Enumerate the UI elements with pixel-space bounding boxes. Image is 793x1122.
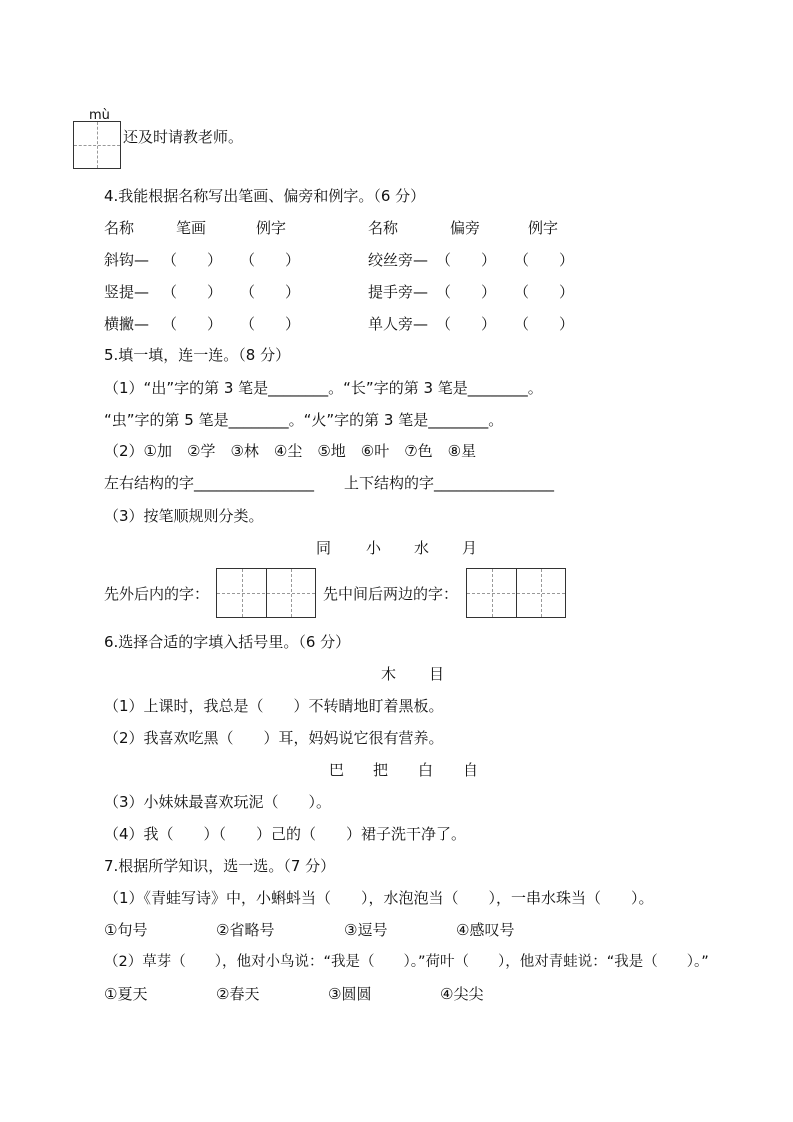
q4-row-name: 提手旁—: [368, 283, 429, 301]
q4-row-name: 横撇—: [104, 315, 150, 333]
q5-char: 小: [366, 539, 382, 557]
q4-blank[interactable]: （ ）: [514, 283, 575, 301]
q7-title: 7.根据所学知识，选一选。（7 分）: [104, 857, 336, 875]
answer-grid-outer-inner[interactable]: [216, 568, 316, 618]
q5-outer-inner-label: 先外后内的字：: [104, 585, 210, 603]
q5-line5: （3）按笔顺规则分类。: [104, 507, 264, 525]
q5-char: 水: [414, 539, 430, 557]
q4-blank[interactable]: （ ）: [514, 251, 575, 269]
pinyin-label: mù: [89, 108, 110, 123]
q4-blank[interactable]: （ ）: [162, 315, 223, 333]
q5-line2[interactable]: “虫”字的第 5 笔是________。“火”字的第 3 笔是________。: [104, 411, 504, 429]
q5-left-right-structure[interactable]: 左右结构的字________________: [104, 474, 315, 492]
q5-char: 月: [462, 539, 478, 557]
q4-title: 4.我能根据名称写出笔画、偏旁和例字。（6 分）: [104, 187, 426, 205]
q7-option: ③圆圆: [328, 985, 372, 1003]
answer-grid-middle-sides[interactable]: [466, 568, 566, 618]
q6-option-char: 木: [381, 665, 397, 683]
q5-middle-sides-label: 先中间后两边的字：: [323, 585, 459, 603]
q4-row-name: 斜钩—: [104, 251, 150, 269]
q4-blank[interactable]: （ ）: [240, 251, 301, 269]
q6-option-char: 自: [463, 761, 479, 779]
q7-sentence-1[interactable]: （1）《青蛙写诗》中，小蝌蚪当（ ），水泡泡当（ ），一串水珠当（ ）。: [104, 889, 654, 907]
q7-option: ②省略号: [216, 921, 275, 939]
q4-header-radical: 偏旁: [450, 219, 481, 237]
q4-blank[interactable]: （ ）: [436, 251, 497, 269]
intro-text: 还及时请教老师。: [123, 128, 244, 146]
q4-header-name-left: 名称: [104, 219, 135, 237]
q6-option-char: 巴: [329, 761, 345, 779]
q4-row-name: 单人旁—: [368, 315, 429, 333]
q4-row-name: 竖提—: [104, 283, 150, 301]
q4-blank[interactable]: （ ）: [240, 283, 301, 301]
q6-sentence-4[interactable]: （4）我（ ）（ ）己的（ ）裙子洗干净了。: [104, 825, 467, 843]
q4-header-name-right: 名称: [368, 219, 399, 237]
q4-blank[interactable]: （ ）: [514, 315, 575, 333]
q7-option: ①夏天: [104, 985, 148, 1003]
q4-blank[interactable]: （ ）: [436, 283, 497, 301]
q7-option: ④尖尖: [440, 985, 484, 1003]
q6-option-char: 目: [429, 665, 445, 683]
q6-option-char: 把: [373, 761, 389, 779]
q7-option: ①句号: [104, 921, 148, 939]
q7-option: ③逗号: [344, 921, 388, 939]
q5-title: 5.填一填，连一连。（8 分）: [104, 346, 291, 364]
q5-char-list: （2）①加 ②学 ③林 ④尘 ⑤地 ⑥叶 ⑦色 ⑧星: [104, 442, 477, 460]
q4-blank[interactable]: （ ）: [162, 283, 223, 301]
q4-blank[interactable]: （ ）: [436, 315, 497, 333]
q4-header-example-right: 例字: [528, 219, 559, 237]
q7-option: ④感叹号: [456, 921, 515, 939]
q5-line1[interactable]: （1）“出”字的第 3 笔是________。“长”字的第 3 笔是________。: [104, 379, 543, 397]
q5-top-bottom-structure[interactable]: 上下结构的字________________: [344, 474, 555, 492]
answer-grid-box[interactable]: [73, 121, 121, 169]
q4-header-example-left: 例字: [256, 219, 287, 237]
q6-option-char: 白: [418, 761, 434, 779]
q7-option: ②春天: [216, 985, 260, 1003]
q4-row-name: 绞丝旁—: [368, 251, 429, 269]
q6-sentence-3[interactable]: （3）小妹妹最喜欢玩泥（ ）。: [104, 793, 332, 811]
q7-sentence-2[interactable]: （2）草芽（ ），他对小鸟说：“我是（ ）。”荷叶（ ），他对青蛙说：“我是（ ）。”: [104, 954, 709, 970]
q4-header-stroke: 笔画: [176, 219, 207, 237]
q5-char: 同: [316, 539, 332, 557]
q6-sentence-1[interactable]: （1）上课时，我总是（ ）不转睛地盯着黑板。: [104, 697, 444, 715]
q6-title: 6.选择合适的字填入括号里。（6 分）: [104, 633, 351, 651]
q4-blank[interactable]: （ ）: [162, 251, 223, 269]
q4-blank[interactable]: （ ）: [240, 315, 301, 333]
q6-sentence-2[interactable]: （2）我喜欢吃黑（ ）耳，妈妈说它很有营养。: [104, 729, 444, 747]
